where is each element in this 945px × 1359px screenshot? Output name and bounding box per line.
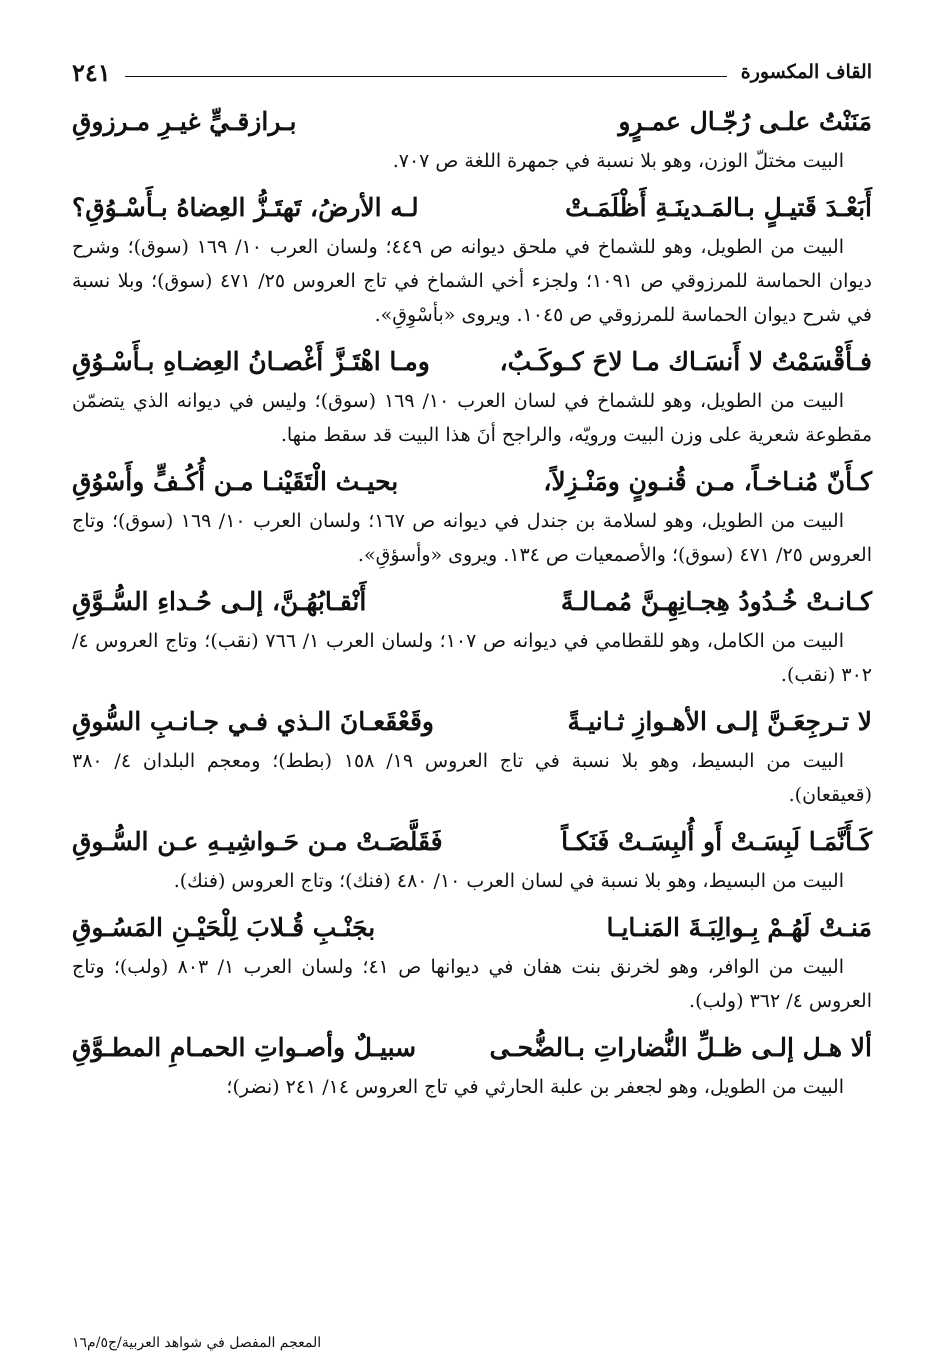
- first-hemistich: فـأَقْسَمْتُ لا أَنسَـاك مـا لاحَ كـوكَـبٌ،: [499, 347, 872, 376]
- verse-note: البيت من الطويل، وهو للشماخ في لسان العرب ١٠/ ١٦٩ (سوق)؛ وليس في ديوانه الذي يتضمّن مقطوعة شعرية على وزن البيت ورويّه، والراجح أنَ هذا البيت قد سقط منها.: [72, 390, 872, 446]
- page-body: [72, 52, 872, 1104]
- first-hemistich: كـأَنّ مُنـاخـاً، مـن قُنـونٍ ومَنْـزِلاً،: [543, 467, 872, 496]
- verse-entry: [72, 1026, 872, 1104]
- first-hemistich: ألا هـل إلـى ظـلِّ النُّضاراتِ بـالضُّحـى: [489, 1033, 872, 1062]
- first-hemistich: كـانـتْ خُـدُودُ هِجـانِهِـنَّ مُمـالـةً: [560, 587, 872, 616]
- verse-entry: [72, 186, 872, 332]
- first-hemistich: مَنَنْتُ علـى رُجّـال عمـرٍو: [618, 107, 872, 136]
- verse-entry: [72, 820, 872, 898]
- verse-line: [72, 906, 872, 950]
- verse-note: البيت من الطويل، وهو لسلامة بن جندل في ديوانه ص ١٦٧؛ ولسان العرب ١٠/ ١٦٩ (سوق)؛ وتاج العروس ٢٥/ ٤٧١ (سوق)؛ والأصمعيات ص ١٣٤. ويروى «وأسؤقِ».: [72, 510, 872, 566]
- verse-note: البيت من الوافر، وهو لخرنق بنت هفان في ديوانها ص ٤١؛ ولسان العرب ١/ ٨٠٣ (ولب)؛ وتاج العروس ٤/ ٣٦٢ (ولب).: [72, 956, 872, 1012]
- verse-note: البيت من الكامل، وهو للقطامي في ديوانه ص ١٠٧؛ ولسان العرب ١/ ٧٦٦ (نقب)؛ وتاج العروس ٤/ ٣٠٢ (نقب).: [72, 630, 872, 686]
- verse-note: البيت من الطويل، وهو لجعفر بن علبة الحارثي في تاج العروس ١٤/ ٢٤١ (نضر)؛: [226, 1076, 844, 1098]
- verse-line: [72, 1026, 872, 1070]
- second-hemistich: لـه الأرضُ، تَهتَـزُّ العِضاهُ بـأَسْـوُقِ؟: [72, 193, 419, 222]
- second-hemistich: بحيـث الْتَقَيْنـا مـن أُكُـفٍّ وأَسْوُقِ: [72, 467, 399, 496]
- verse-note: البيت مختلّ الوزن، وهو بلا نسبة في جمهرة اللغة ص ٧٠٧.: [392, 150, 844, 172]
- second-hemistich: بـرازقـيٍّ غيـرِ مـرزوقِ: [72, 107, 297, 136]
- running-header: [72, 52, 872, 92]
- volume-footer: المعجم المفصل في شواهد العربية/ج٥/م١٦: [72, 1335, 322, 1351]
- verse-note: البيت من البسيط، وهو بلا نسبة في تاج العروس ١٩/ ١٥٨ (بطط)؛ ومعجم البلدان ٤/ ٣٨٠ (قعيقعان).: [72, 750, 872, 806]
- second-hemistich: بجَنْـبِ قُـلابَ لِلْحَيْـنِ المَسُـوقِ: [72, 913, 376, 942]
- verse-entry: [72, 580, 872, 692]
- verse-line: [72, 186, 872, 230]
- first-hemistich: أَبَعْـدَ قَتيـلٍ بـالمَـدينَـةِ أَظْلَمَـتْ: [565, 193, 872, 222]
- verse-entry: [72, 700, 872, 812]
- verse-entry: [72, 100, 872, 178]
- first-hemistich: لا تـرجِعَـنَّ إلـى الأهـوازِ ثـانيـةً: [567, 707, 872, 736]
- page-number: ٢٤١: [72, 57, 111, 87]
- verse-entry: [72, 906, 872, 1018]
- verse-line: [72, 700, 872, 744]
- first-hemistich: مَنـتْ لَهُـمْ بِـوالِبَـةَ المَنـايـا: [606, 913, 872, 942]
- second-hemistich: أَنْقـابُهُـنَّ، إلـى حُـداءِ السُّـوَّقِ: [72, 587, 367, 616]
- second-hemistich: وقَعْقَعـانَ الـذي فـي جـانـبِ السُّوقِ: [72, 707, 434, 736]
- verse-line: [72, 340, 872, 384]
- verse-entry: [72, 340, 872, 452]
- verse-line: [72, 580, 872, 624]
- second-hemistich: فَقَلَّصَـتْ مـن حَـواشِيـهِ عـن السُّـوقِ: [72, 827, 443, 856]
- header-rule: [125, 76, 727, 77]
- verse-note: البيت من البسيط، وهو بلا نسبة في لسان العرب ١٠/ ٤٨٠ (فنك)؛ وتاج العروس (فنك).: [173, 870, 844, 892]
- verse-entry: [72, 460, 872, 572]
- second-hemistich: سبيـلٌ وأصـواتِ الحمـامِ المطـوَّقِ: [72, 1033, 417, 1062]
- verse-line: [72, 100, 872, 144]
- section-title: القاف المكسورة: [740, 61, 872, 83]
- first-hemistich: كَـأَنَّمَـا لَبِسَـتْ أَو أُلبِسَـتْ فَنَكـاً: [561, 827, 872, 856]
- second-hemistich: ومـا اهْتَـزَّ أَغْصـانُ العِضـاهِ بـأَسْـوُقِ: [72, 347, 430, 376]
- verse-line: [72, 820, 872, 864]
- verse-note: البيت من الطويل، وهو للشماخ في ملحق ديوانه ص ٤٤٩؛ ولسان العرب ١٠/ ١٦٩ (سوق)؛ وشرح ديوان الحماسة للمرزوقي ص ١٠٩١؛ ولجزء أخي الشماخ في تاج العروس ٢٥/ ٤٧١ (سوق)؛ وبلا نسبة في شرح ديوان الحماسة للمرزوقي ص ١٠٤٥. ويروى «بأسْوِقِ».: [72, 236, 872, 326]
- verse-line: [72, 460, 872, 504]
